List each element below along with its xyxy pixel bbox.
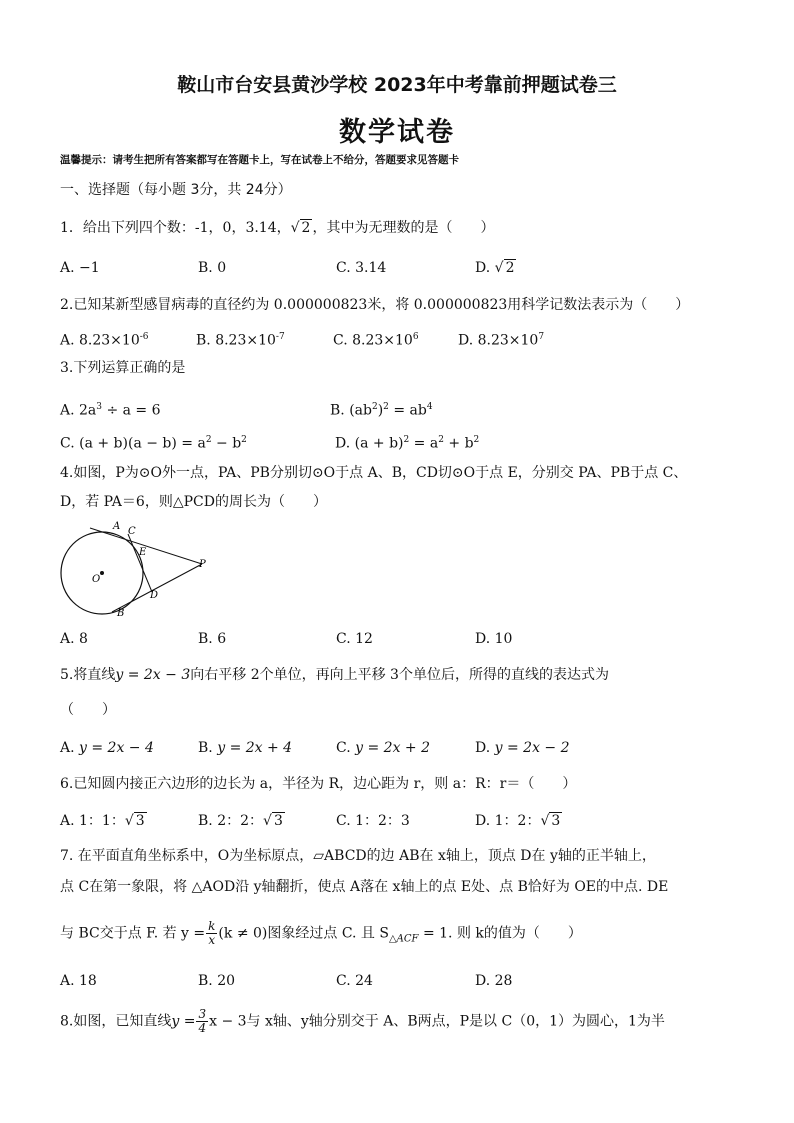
q7-stem-line3: 与 BC交于点 F. 若 y = $\frac{k}{x}$ (k ≠ 0)图象经过点 C. 且 $S_{\triangle ACF} = 1$. 则 k的值为（ ） <box>60 919 582 947</box>
q1-option-b: B. 0 <box>198 260 227 276</box>
q3-option-a: A. $2a^3 \div a = 6$ <box>60 402 161 419</box>
exam-subtitle: 数学试卷 <box>339 117 455 148</box>
q3-stem: 3.下列运算正确的是 <box>60 360 186 376</box>
q6-option-a: A. 1：1：√ 3 <box>60 813 145 829</box>
q3-option-d: D. $(a + b)^2 = a^2 + b^2$ <box>335 435 480 452</box>
q4-figure <box>50 512 220 622</box>
q1-option-a: A. −1 <box>60 260 100 276</box>
q2-option-d: D. $8.23\times 10^7$ <box>458 332 545 349</box>
q1-option-d: D. √ 2 <box>475 260 515 276</box>
q4-stem-line2: D，若 PA＝6，则△PCD的周长为（ ） <box>60 494 327 510</box>
sqrt-symbol: √ 2 <box>290 220 311 236</box>
q4-stem-line1: 4.如图，P为⊙O外一点，PA、PB分别切⊙O于点 A、B，CD切⊙O于点 E，分别交 PA、PB于点 C、 <box>60 465 688 481</box>
q3-option-c: C. $(a + b)(a - b) = a^2 - b^2$ <box>60 435 247 452</box>
label-e: E <box>139 547 147 558</box>
q4-option-b: B. 6 <box>198 631 227 647</box>
q6-option-d: D. 1：2：√ 3 <box>475 813 561 829</box>
center-point <box>100 571 104 575</box>
label-d: D <box>150 590 159 601</box>
q7-stem-line2: 点 C在第一象限，将 △AOD沿 y轴翻折，使点 A落在 x轴上的点 E处、点 B恰好为 OE的中点. DE <box>60 879 669 895</box>
fraction-k-over-x: $\frac{k}{x}$ <box>208 919 216 947</box>
q5-option-a: A. y = 2x − 4 <box>60 740 154 756</box>
fraction-3-over-4: $\frac{3}{4}$ <box>198 1007 207 1035</box>
q5-option-d: D. y = 2x − 2 <box>475 740 570 756</box>
q7-option-b: B. 20 <box>198 973 236 989</box>
label-c: C <box>128 526 136 537</box>
tangent-pb <box>112 564 202 612</box>
q4-option-d: D. 10 <box>475 631 513 647</box>
q2-option-b: B. $8.23\times 10^{-7}$ <box>196 332 285 349</box>
notice-text: 温馨提示：请考生把所有答案都写在答题卡上，写在试卷上不给分，答题要求见答题卡 <box>60 154 459 166</box>
q1-stem: 1．给出下列四个数：-1，0，3.14，√ 2 ，其中为无理数的是（ ） <box>60 220 495 236</box>
q4-option-c: C. 12 <box>336 631 373 647</box>
tangent-cd <box>128 534 152 592</box>
q8-stem-line1: 8.如图，已知直线y = $\frac{3}{4}$ x − 3与 x轴、y轴分别交于 A、B两点，P是以 C（0，1）为圆心，1为半 <box>60 1007 665 1035</box>
label-o: O <box>92 574 101 585</box>
q1-option-c: C. 3.14 <box>336 260 387 276</box>
q7-option-a: A. 18 <box>60 973 97 989</box>
q2-option-a: A. $8.23\times 10^{-6}$ <box>60 332 149 349</box>
label-p: P <box>199 559 206 570</box>
label-b: B <box>117 608 125 619</box>
q2-option-c: C. $8.23\times 10^6$ <box>333 332 419 349</box>
q2-stem: 2.已知某新型感冒病毒的直径约为 0.000000823米，将 0.000000823用科学记数法表示为（ ） <box>60 297 690 313</box>
q6-option-b: B. 2：2：√ 3 <box>198 813 283 829</box>
q5-stem-line1: 5.将直线y = 2x − 3向右平移 2个单位，再向上平移 3个单位后，所得的直线的表达式为 <box>60 667 609 683</box>
tangent-pa <box>90 528 202 564</box>
q5-option-b: B. y = 2x + 4 <box>198 740 293 756</box>
q6-stem: 6.已知圆内接正六边形的边长为 a，半径为 R，边心距为 r，则 a：R：r＝（ ） <box>60 776 577 792</box>
q7-stem-line1: 7. 在平面直角坐标系中，O为坐标原点，▱ABCD的边 AB在 x轴上，顶点 D在 y轴的正半轴上， <box>60 848 656 864</box>
q4-option-a: A. 8 <box>60 631 88 647</box>
section-heading: 一、选择题（每小题 3分，共 24分） <box>60 182 292 198</box>
q7-option-d: D. 28 <box>475 973 513 989</box>
q7-option-c: C. 24 <box>336 973 373 989</box>
q5-option-c: C. y = 2x + 2 <box>336 740 431 756</box>
exam-title: 鞍山市台安县黄沙学校 2023年中考靠前押题试卷三 <box>177 74 617 96</box>
q3-option-b: B. $(ab^2)^2 = ab^4$ <box>330 402 433 419</box>
q6-option-c: C. 1：2：3 <box>336 813 410 829</box>
q5-stem-line2: （ ） <box>60 702 116 718</box>
label-a: A <box>113 521 121 532</box>
